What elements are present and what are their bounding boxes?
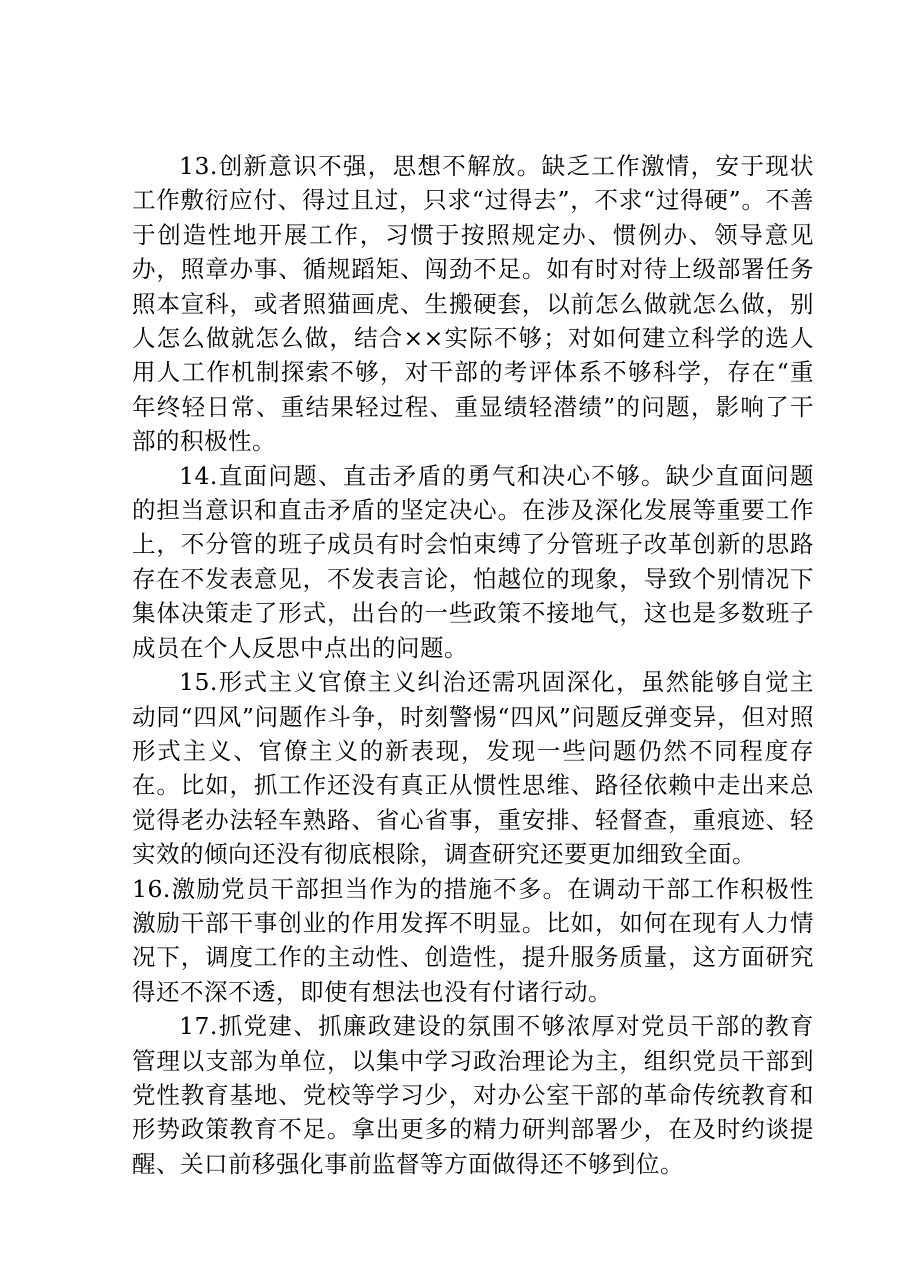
paragraph-14: 14.直面问题、直击矛盾的勇气和决心不够。缺少直面问题的担当意识和直击矛盾的坚定决心。在涉及深化发展等重要工作上，不分管的班子成员有时会怕束缚了分管班子改革创新的思路存在不发表意见，不发表言论，怕越位的现象，导致个别情况下集体决策走了形式，出台的一些政策不接地气，这也是多数班子成员在个人反思中点出的问题。 (132, 461, 814, 662)
document-body (132, 149, 814, 1181)
paragraph-13: 13.创新意识不强，思想不解放。缺乏工作激情，安于现状工作敷衍应付、得过且过，只求“过得去”，不求“过得硬”。不善于创造性地开展工作，习惯于按照规定办、惯例办、领导意见办，照章办事、循规蹈矩、闯劲不足。如有时对待上级部署任务照本宣科，或者照猫画虎、生搬硬套，以前怎么做就怎么做，别人怎么做就怎么做，结合××实际不够；对如何建立科学的选人用人工作机制探索不够，对干部的考评体系不够科学，存在“重年终轻日常、重结果轻过程、重显绩轻潜绩”的问题，影响了干部的积极性。 (132, 152, 814, 456)
paragraph-16: 16.激励党员干部担当作为的措施不多。在调动干部工作积极性激励干部干事创业的作用发挥不明显。比如，如何在现有人力情况下，调度工作的主动性、创造性，提升服务质量，这方面研究得还不深不透，即使有想法也没有付诸行动。 (132, 874, 814, 1006)
paragraph-15: 15.形式主义官僚主义纠治还需巩固深化，虽然能够自觉主动同“四风”问题作斗争，时刻警惕“四风”问题反弹变异，但对照形式主义、官僚主义的新表现，发现一些问题仍然不同程度存在。比如，抓工作还没有真正从惯性思维、路径依赖中走出来总觉得老办法轻车熟路、省心省事，重安排、轻督查，重痕迹、轻实效的倾向还没有彻底根除，调查研究还要更加细致全面。 (132, 668, 814, 869)
paragraph-17: 17.抓党建、抓廉政建设的氛围不够浓厚对党员干部的教育管理以支部为单位，以集中学习政治理论为主，组织党员干部到党性教育基地、党校等学习少，对办公室干部的革命传统教育和形势政策教育不足。拿出更多的精力研判部署少，在及时约谈提醒、关口前移强化事前监督等方面做得还不够到位。 (132, 1012, 814, 1178)
